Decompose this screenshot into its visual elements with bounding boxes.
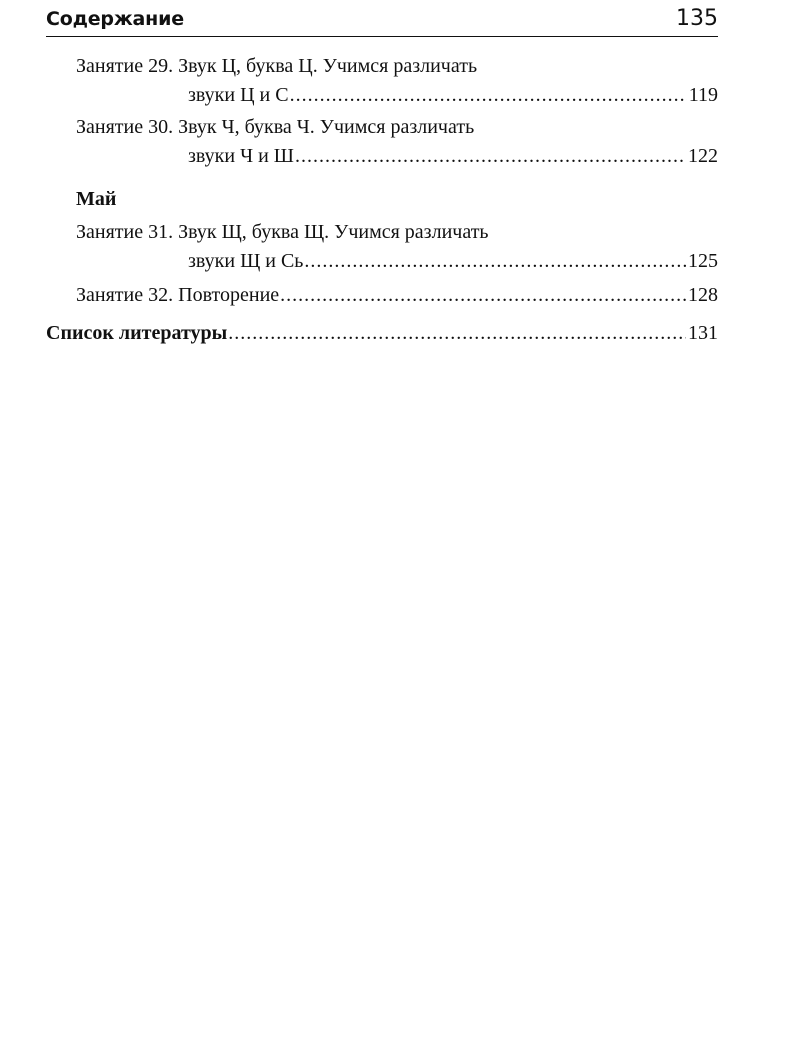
toc-entry-text: звуки Ц и С (188, 84, 289, 106)
dot-leader (295, 143, 686, 169)
toc-entry-lesson-29-line-1: Занятие 29. Звук Ц, буква Ц. Учимся различать (76, 55, 478, 77)
toc-section-heading-may: Май (76, 188, 117, 210)
toc-entry-page-number: 122 (688, 145, 718, 167)
toc-entry-page-number: 119 (688, 84, 718, 106)
toc-entry-bibliography (46, 320, 718, 346)
toc-entry-text: Список литературы (46, 322, 228, 344)
running-header-title: Содержание (46, 8, 184, 30)
toc-entry-lesson-30-line-2 (188, 143, 718, 169)
toc-entry-lesson-31-line-2 (188, 248, 718, 274)
dot-leader (290, 82, 687, 108)
dot-leader (304, 248, 686, 274)
running-header (46, 6, 718, 37)
dot-leader (228, 320, 686, 346)
toc-entry-lesson-30-line-1: Занятие 30. Звук Ч, буква Ч. Учимся различать (76, 116, 475, 138)
toc-entry-text: звуки Щ и Сь (188, 250, 304, 272)
dot-leader (280, 282, 686, 308)
toc-entry-page-number: 125 (688, 250, 718, 272)
toc-entry-lesson-29-line-2 (188, 82, 718, 108)
toc-entry-text: звуки Ч и Ш (188, 145, 294, 167)
toc-entry-page-number: 131 (688, 322, 718, 344)
toc-entry-text: Занятие 32. Повторение (76, 284, 280, 306)
toc-entry-lesson-32 (76, 282, 718, 308)
toc-entry-page-number: 128 (688, 284, 718, 306)
running-header-page-number: 135 (676, 6, 718, 31)
toc-entry-lesson-31-line-1: Занятие 31. Звук Щ, буква Щ. Учимся различать (76, 221, 489, 243)
